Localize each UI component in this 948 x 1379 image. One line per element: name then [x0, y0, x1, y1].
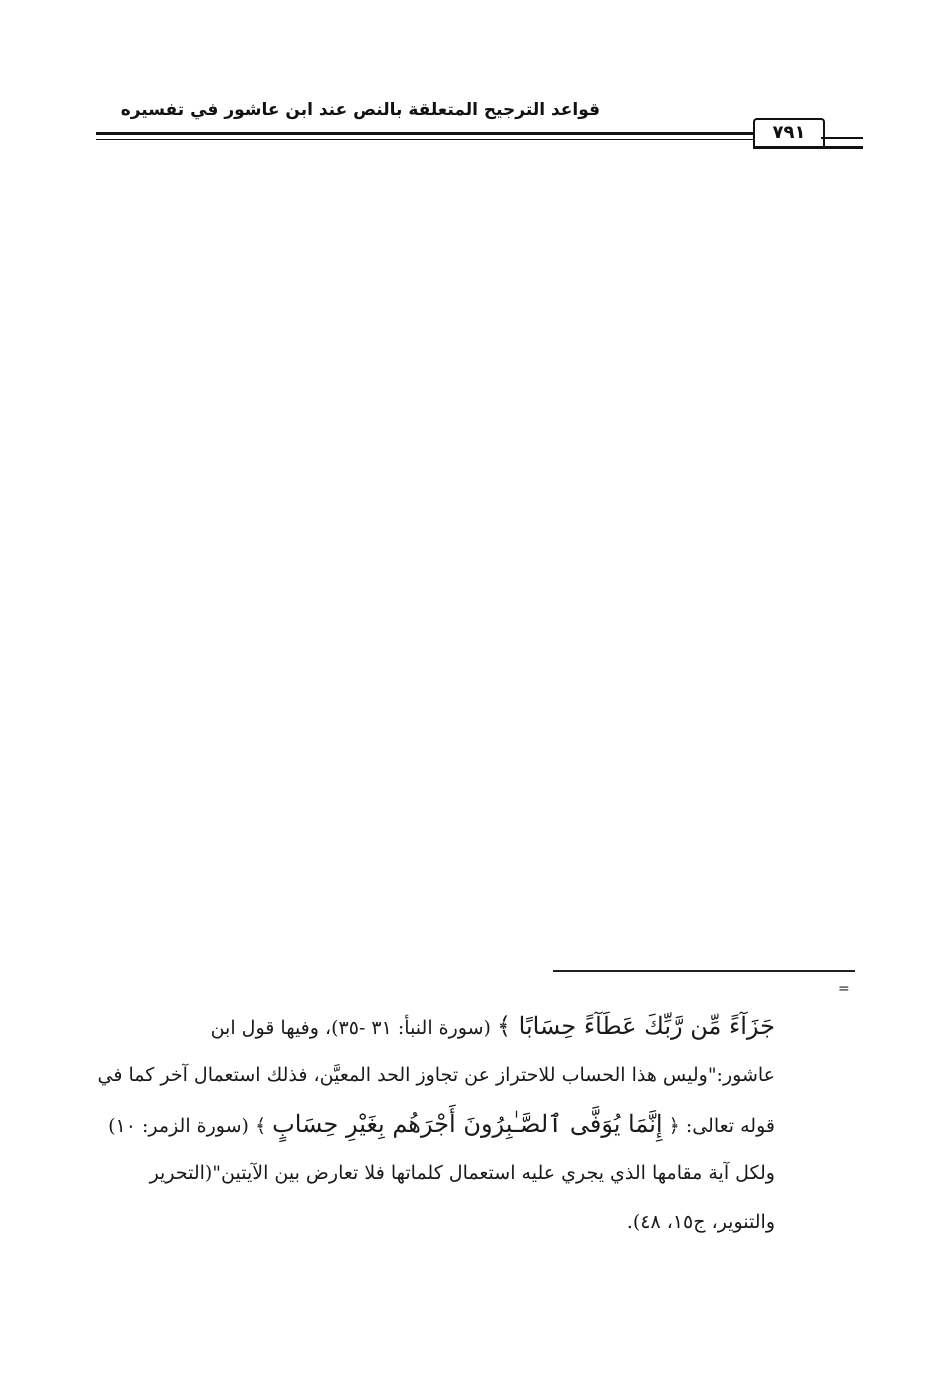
- page-number: ٧٩١: [753, 118, 825, 146]
- header-rule-thick: [96, 132, 753, 135]
- header-rule-thin: [96, 139, 753, 140]
- running-header-title: قواعد الترجيح المتعلقة بالنص عند ابن عاشور في تفسيره: [120, 100, 600, 120]
- footnote-line-3: [80, 1100, 775, 1149]
- footnote-line-text: (سورة النبأ: ٣١ -٣٥)، وفيها قول ابن: [210, 1017, 491, 1039]
- quran-verse: جَزَآءً مِّن رَّبِّكَ عَطَآءً حِسَابًا ﴾: [496, 1012, 775, 1040]
- footnote-continuation-marker: =: [838, 981, 850, 997]
- header-rule-tail: [821, 137, 863, 139]
- footnote-line-1: [80, 1002, 775, 1051]
- footnote-text: [80, 1002, 775, 1247]
- footnote-line-4: ولكل آية مقامها الذي يجري عليه استعمال كلماتها فلا تعارض بين الآيتين"(التحرير: [149, 1162, 775, 1184]
- footnote-line-text: قوله تعالى: ﴿: [668, 1115, 775, 1137]
- footnote-separator: [553, 970, 855, 972]
- footnote-line-2: عاشور:"وليس هذا الحساب للاحتراز عن تجاوز الحد المعيَّن، فذلك استعمال آخر كما في: [97, 1064, 775, 1086]
- footnote-line-5: والتنوير، ج١٥، ٤٨).: [626, 1211, 775, 1233]
- quran-verse: إِنَّمَا يُوَفَّى ٱلصَّـٰبِرُونَ أَجْرَهُم بِغَيْرِ حِسَابٍ: [272, 1110, 663, 1138]
- page-number-underline: [753, 146, 863, 149]
- footnote-line-text: ﴾ (سورة الزمر: ١٠): [108, 1115, 267, 1137]
